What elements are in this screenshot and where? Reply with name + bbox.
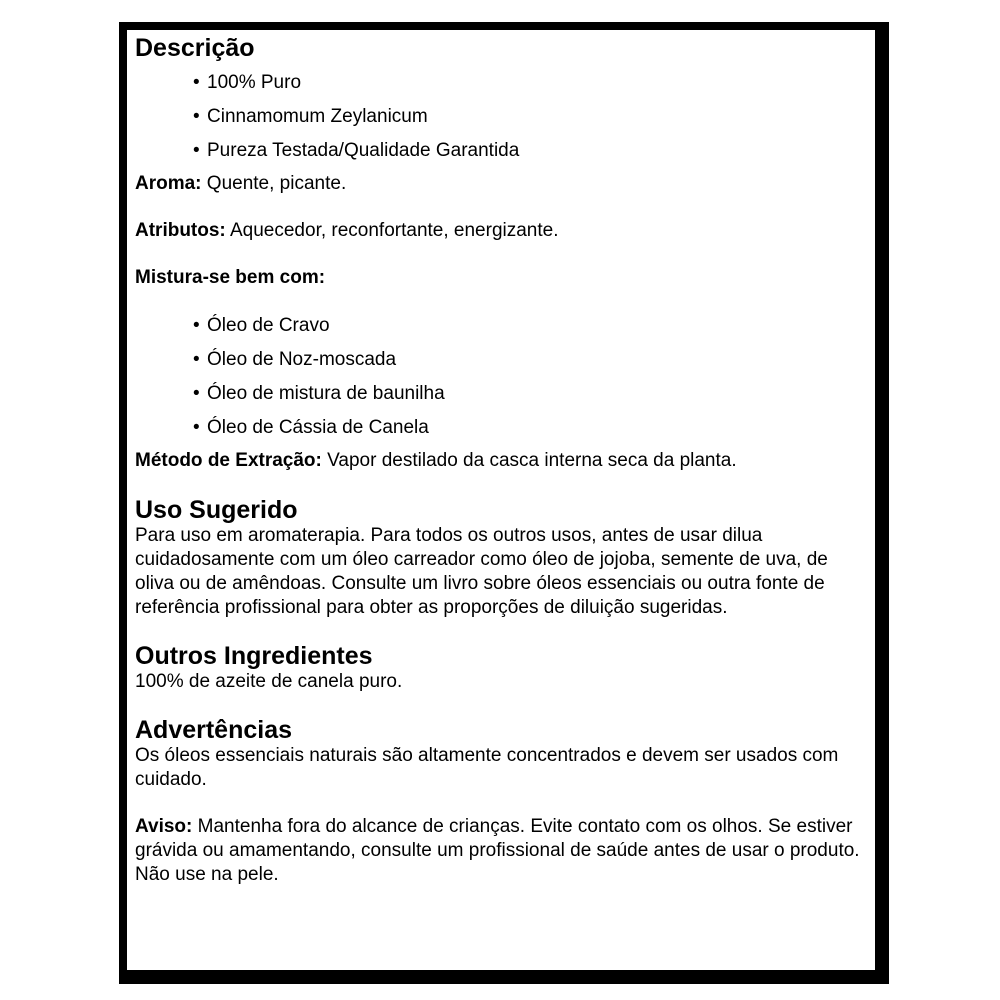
metodo-text: Vapor destilado da casca interna seca da planta. (321, 450, 737, 471)
metodo-label: Método de Extração: (135, 450, 322, 471)
mistura-line (135, 266, 860, 290)
mistura-list (135, 314, 860, 440)
bullet-icon: • (193, 72, 200, 93)
bullet-icon: • (193, 383, 200, 404)
list-item: • Pureza Testada/Qualidade Garantida (193, 140, 520, 161)
atributos-text: Aquecedor, reconfortante, energizante. (225, 220, 559, 241)
bullet-icon: • (193, 315, 200, 336)
advertencias-text: Os óleos essenciais naturais são altamente concentrados e devem ser usados com cuidado. (135, 745, 839, 790)
aviso-label: Aviso: (135, 816, 193, 837)
list-item: • Óleo de Cássia de Canela (193, 417, 429, 438)
descricao-list (135, 71, 860, 163)
bullet-icon: • (193, 349, 200, 370)
aroma-text: Quente, picante. (201, 173, 347, 194)
bullet-icon: • (193, 140, 200, 161)
list-item: • Óleo de mistura de baunilha (193, 383, 445, 404)
bullet-icon: • (193, 106, 200, 127)
section-heading-advertencias: Advertências (135, 716, 293, 744)
aviso-paragraph (135, 815, 860, 887)
section-heading-uso: Uso Sugerido (135, 496, 298, 524)
ingredientes-text: 100% de azeite de canela puro. (135, 671, 403, 692)
list-item: • Óleo de Cravo (193, 315, 330, 336)
aroma-line (135, 172, 860, 196)
document-content (135, 34, 860, 887)
atributos-line (135, 219, 860, 243)
list-item: • Cinnamomum Zeylanicum (193, 106, 428, 127)
section-heading-ingredientes: Outros Ingredientes (135, 642, 373, 670)
mistura-label: Mistura-se bem com: (135, 267, 326, 288)
aroma-label: Aroma: (135, 173, 202, 194)
list-item: • 100% Puro (193, 72, 302, 93)
section-heading-descricao: Descrição (135, 34, 255, 62)
metodo-line (135, 449, 860, 473)
uso-text: Para uso em aromaterapia. Para todos os outros usos, antes de usar dilua cuidadosamente com um óleo carreador como óleo de jojoba, semente de uva, de oliva ou de amêndoas. Consulte um livro sobre óleos essenciais ou outra fonte de referência profissional para obter as proporções de diluição sugeridas. (135, 525, 828, 618)
list-item: • Óleo de Noz-moscada (193, 349, 397, 370)
aviso-text: Mantenha fora do alcance de crianças. Evite contato com os olhos. Se estiver grávida ou amamentando, consulte um profissional de saúde antes de usar o produto. Não use na pele. (135, 816, 860, 885)
bullet-icon: • (193, 417, 200, 438)
atributos-label: Atributos: (135, 220, 226, 241)
